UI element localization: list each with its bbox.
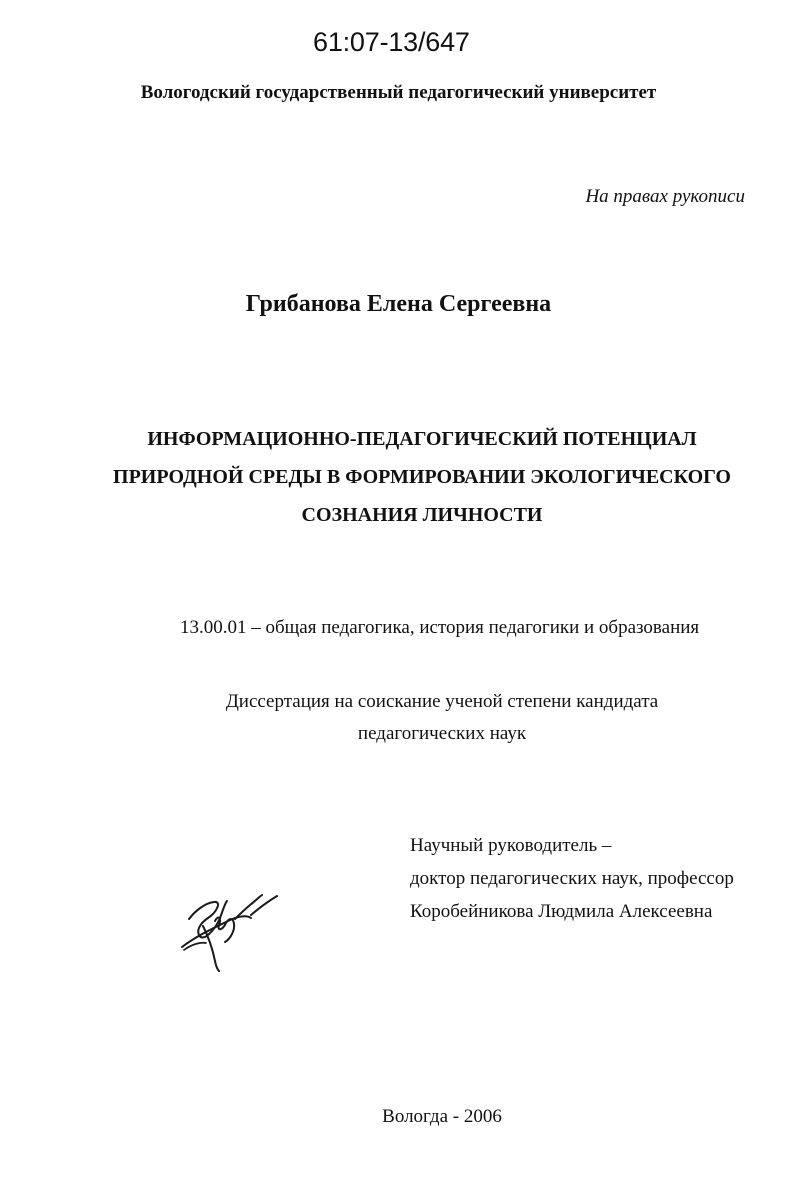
- specialty-code: 13.00.01 – общая педагогика, история педагогики и образования: [180, 617, 700, 638]
- scientific-supervisor: [410, 829, 734, 928]
- handwritten-signature-icon: [172, 882, 292, 972]
- manuscript-rights-note: На правах рукописи: [585, 186, 745, 207]
- place-and-year: Вологда - 2006: [382, 1106, 502, 1127]
- author-name: Грибанова Елена Сергеевна: [245, 291, 552, 317]
- title-line: СОЗНАНИЯ ЛИЧНОСТИ: [301, 504, 543, 526]
- degree-line: педагогических наук: [357, 723, 527, 744]
- degree-statement: [0, 686, 797, 750]
- title-line: ИНФОРМАЦИОННО-ПЕДАГОГИЧЕСКИЙ ПОТЕНЦИАЛ: [147, 428, 697, 450]
- supervisor-role: Научный руководитель –: [410, 835, 612, 856]
- supervisor-degree: доктор педагогических наук, профессор: [410, 868, 734, 889]
- title-line: ПРИРОДНОЙ СРЕДЫ В ФОРМИРОВАНИИ ЭКОЛОГИЧЕСКОГО: [113, 466, 731, 488]
- degree-line: Диссертация на соискание ученой степени кандидата: [225, 691, 659, 712]
- catalog-code: 61:07-13/647: [313, 27, 470, 57]
- supervisor-name: Коробейникова Людмила Алексеевна: [410, 901, 713, 922]
- university-name: Вологодский государственный педагогический университет: [140, 82, 657, 103]
- dissertation-title: [102, 420, 742, 534]
